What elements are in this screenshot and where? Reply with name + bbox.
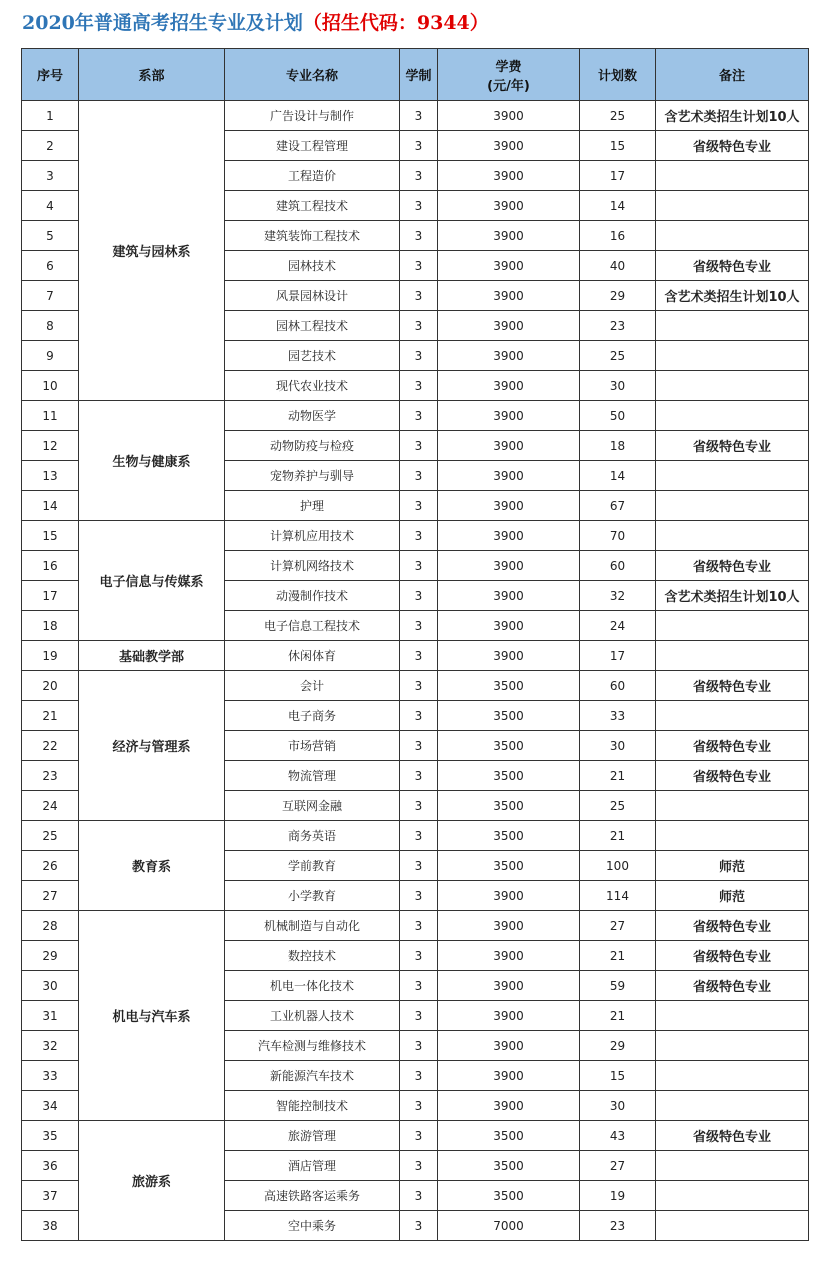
cell-major: 物流管理 [225, 761, 400, 791]
cell-no: 14 [22, 491, 79, 521]
cell-no: 36 [22, 1151, 79, 1181]
cell-no: 17 [22, 581, 79, 611]
table-row [22, 401, 809, 431]
cell-no: 19 [22, 641, 79, 671]
cell-no: 9 [22, 341, 79, 371]
cell-no: 1 [22, 101, 79, 131]
cell-years: 3 [400, 671, 438, 701]
cell-fee: 3900 [438, 461, 580, 491]
cell-years: 3 [400, 1211, 438, 1241]
cell-note: 省级特色专业 [656, 671, 809, 701]
cell-no: 30 [22, 971, 79, 1001]
table-row [22, 671, 809, 701]
cell-major: 智能控制技术 [225, 1091, 400, 1121]
cell-no: 20 [22, 671, 79, 701]
cell-dept: 旅游系 [79, 1121, 225, 1241]
cell-years: 3 [400, 731, 438, 761]
cell-major: 园林技术 [225, 251, 400, 281]
title-main: 2020年普通高考招生专业及计划 [22, 12, 303, 34]
cell-major: 现代农业技术 [225, 371, 400, 401]
table-row [22, 101, 809, 131]
cell-no: 13 [22, 461, 79, 491]
header-fee-line2: (元/年) [487, 78, 530, 94]
cell-fee: 3500 [438, 791, 580, 821]
cell-years: 3 [400, 101, 438, 131]
cell-no: 21 [22, 701, 79, 731]
cell-years: 3 [400, 371, 438, 401]
cell-fee: 3500 [438, 821, 580, 851]
cell-plan: 21 [580, 1001, 656, 1031]
cell-fee: 3900 [438, 941, 580, 971]
cell-dept: 经济与管理系 [79, 671, 225, 821]
cell-years: 3 [400, 881, 438, 911]
header-major: 专业名称 [225, 49, 400, 101]
header-dept: 系部 [79, 49, 225, 101]
table-body [22, 101, 809, 1241]
cell-fee: 3900 [438, 131, 580, 161]
header-years: 学制 [400, 49, 438, 101]
cell-no: 15 [22, 521, 79, 551]
cell-fee: 3500 [438, 851, 580, 881]
cell-fee: 3900 [438, 191, 580, 221]
cell-major: 休闲体育 [225, 641, 400, 671]
cell-fee: 3900 [438, 311, 580, 341]
cell-plan: 14 [580, 191, 656, 221]
cell-no: 34 [22, 1091, 79, 1121]
cell-fee: 3900 [438, 1061, 580, 1091]
cell-plan: 50 [580, 401, 656, 431]
cell-note [656, 341, 809, 371]
cell-years: 3 [400, 1091, 438, 1121]
cell-fee: 3900 [438, 371, 580, 401]
cell-plan: 43 [580, 1121, 656, 1151]
cell-years: 3 [400, 581, 438, 611]
cell-fee: 3900 [438, 491, 580, 521]
header-row [22, 49, 809, 101]
cell-no: 38 [22, 1211, 79, 1241]
cell-fee: 3900 [438, 161, 580, 191]
cell-plan: 114 [580, 881, 656, 911]
cell-major: 高速铁路客运乘务 [225, 1181, 400, 1211]
cell-plan: 67 [580, 491, 656, 521]
cell-fee: 3900 [438, 1031, 580, 1061]
cell-major: 机电一体化技术 [225, 971, 400, 1001]
cell-major: 市场营销 [225, 731, 400, 761]
cell-fee: 3900 [438, 281, 580, 311]
cell-note [656, 1211, 809, 1241]
cell-years: 3 [400, 611, 438, 641]
cell-plan: 100 [580, 851, 656, 881]
cell-no: 33 [22, 1061, 79, 1091]
cell-note [656, 611, 809, 641]
cell-no: 29 [22, 941, 79, 971]
cell-no: 8 [22, 311, 79, 341]
cell-plan: 25 [580, 101, 656, 131]
cell-fee: 3500 [438, 701, 580, 731]
cell-note: 省级特色专业 [656, 911, 809, 941]
cell-plan: 29 [580, 281, 656, 311]
cell-fee: 3900 [438, 881, 580, 911]
cell-note: 省级特色专业 [656, 971, 809, 1001]
cell-note [656, 1031, 809, 1061]
cell-plan: 30 [580, 731, 656, 761]
cell-years: 3 [400, 491, 438, 521]
cell-plan: 23 [580, 1211, 656, 1241]
cell-no: 24 [22, 791, 79, 821]
cell-major: 园艺技术 [225, 341, 400, 371]
cell-years: 3 [400, 131, 438, 161]
cell-no: 22 [22, 731, 79, 761]
cell-plan: 21 [580, 941, 656, 971]
cell-years: 3 [400, 641, 438, 671]
cell-no: 37 [22, 1181, 79, 1211]
cell-note [656, 701, 809, 731]
header-no: 序号 [22, 49, 79, 101]
cell-years: 3 [400, 791, 438, 821]
cell-plan: 25 [580, 791, 656, 821]
table-row [22, 821, 809, 851]
cell-plan: 30 [580, 1091, 656, 1121]
cell-plan: 70 [580, 521, 656, 551]
cell-note [656, 1091, 809, 1121]
cell-dept: 教育系 [79, 821, 225, 911]
cell-note [656, 191, 809, 221]
cell-fee: 3900 [438, 401, 580, 431]
cell-fee: 3900 [438, 1001, 580, 1031]
cell-no: 25 [22, 821, 79, 851]
cell-note: 省级特色专业 [656, 431, 809, 461]
cell-no: 4 [22, 191, 79, 221]
enrollment-code: （招生代码：9344） [302, 12, 489, 34]
cell-note [656, 1151, 809, 1181]
cell-fee: 3900 [438, 611, 580, 641]
cell-plan: 27 [580, 1151, 656, 1181]
cell-plan: 30 [580, 371, 656, 401]
cell-no: 32 [22, 1031, 79, 1061]
cell-plan: 24 [580, 611, 656, 641]
cell-dept: 机电与汽车系 [79, 911, 225, 1121]
cell-major: 空中乘务 [225, 1211, 400, 1241]
cell-major: 建设工程管理 [225, 131, 400, 161]
cell-years: 3 [400, 281, 438, 311]
cell-no: 18 [22, 611, 79, 641]
cell-plan: 27 [580, 911, 656, 941]
cell-plan: 14 [580, 461, 656, 491]
cell-note: 师范 [656, 881, 809, 911]
cell-fee: 3900 [438, 971, 580, 1001]
cell-note [656, 1061, 809, 1091]
cell-years: 3 [400, 1181, 438, 1211]
cell-plan: 25 [580, 341, 656, 371]
cell-note [656, 461, 809, 491]
cell-plan: 32 [580, 581, 656, 611]
cell-note: 省级特色专业 [656, 761, 809, 791]
cell-major: 电子商务 [225, 701, 400, 731]
cell-years: 3 [400, 1121, 438, 1151]
cell-years: 3 [400, 251, 438, 281]
cell-fee: 3500 [438, 1151, 580, 1181]
cell-plan: 60 [580, 671, 656, 701]
cell-major: 动物防疫与检疫 [225, 431, 400, 461]
cell-years: 3 [400, 311, 438, 341]
header-note: 备注 [656, 49, 809, 101]
cell-fee: 3900 [438, 581, 580, 611]
table-row [22, 641, 809, 671]
cell-dept: 电子信息与传媒系 [79, 521, 225, 641]
cell-years: 3 [400, 1151, 438, 1181]
cell-years: 3 [400, 971, 438, 1001]
cell-plan: 60 [580, 551, 656, 581]
cell-plan: 15 [580, 131, 656, 161]
cell-note [656, 311, 809, 341]
cell-fee: 3500 [438, 1121, 580, 1151]
cell-no: 31 [22, 1001, 79, 1031]
cell-years: 3 [400, 551, 438, 581]
table-row [22, 521, 809, 551]
cell-fee: 7000 [438, 1211, 580, 1241]
cell-note: 省级特色专业 [656, 131, 809, 161]
cell-note: 省级特色专业 [656, 941, 809, 971]
cell-years: 3 [400, 911, 438, 941]
cell-no: 7 [22, 281, 79, 311]
cell-no: 6 [22, 251, 79, 281]
cell-major: 工业机器人技术 [225, 1001, 400, 1031]
cell-note [656, 161, 809, 191]
cell-fee: 3500 [438, 671, 580, 701]
cell-note: 师范 [656, 851, 809, 881]
cell-note: 省级特色专业 [656, 551, 809, 581]
cell-years: 3 [400, 461, 438, 491]
cell-fee: 3900 [438, 431, 580, 461]
cell-major: 计算机网络技术 [225, 551, 400, 581]
cell-major: 电子信息工程技术 [225, 611, 400, 641]
cell-no: 2 [22, 131, 79, 161]
cell-plan: 59 [580, 971, 656, 1001]
cell-major: 动漫制作技术 [225, 581, 400, 611]
cell-plan: 23 [580, 311, 656, 341]
table-row [22, 911, 809, 941]
cell-note: 含艺术类招生计划10人 [656, 101, 809, 131]
cell-major: 汽车检测与维修技术 [225, 1031, 400, 1061]
cell-fee: 3900 [438, 641, 580, 671]
cell-major: 新能源汽车技术 [225, 1061, 400, 1091]
header-plan: 计划数 [580, 49, 656, 101]
cell-years: 3 [400, 221, 438, 251]
cell-no: 27 [22, 881, 79, 911]
header-fee-line1: 学费 [495, 59, 522, 75]
cell-no: 12 [22, 431, 79, 461]
cell-fee: 3900 [438, 251, 580, 281]
cell-note [656, 221, 809, 251]
cell-years: 3 [400, 761, 438, 791]
cell-plan: 40 [580, 251, 656, 281]
cell-note [656, 1181, 809, 1211]
cell-no: 3 [22, 161, 79, 191]
cell-note [656, 401, 809, 431]
cell-major: 建筑装饰工程技术 [225, 221, 400, 251]
cell-years: 3 [400, 401, 438, 431]
cell-major: 数控技术 [225, 941, 400, 971]
cell-plan: 17 [580, 641, 656, 671]
cell-no: 28 [22, 911, 79, 941]
cell-fee: 3900 [438, 911, 580, 941]
cell-major: 护理 [225, 491, 400, 521]
cell-major: 会计 [225, 671, 400, 701]
cell-fee: 3900 [438, 521, 580, 551]
cell-note: 省级特色专业 [656, 1121, 809, 1151]
cell-years: 3 [400, 521, 438, 551]
cell-note [656, 791, 809, 821]
cell-note [656, 491, 809, 521]
cell-years: 3 [400, 1001, 438, 1031]
cell-major: 工程造价 [225, 161, 400, 191]
cell-major: 风景园林设计 [225, 281, 400, 311]
cell-plan: 29 [580, 1031, 656, 1061]
cell-note [656, 371, 809, 401]
cell-fee: 3900 [438, 101, 580, 131]
cell-years: 3 [400, 941, 438, 971]
cell-dept: 基础教学部 [79, 641, 225, 671]
cell-fee: 3900 [438, 221, 580, 251]
cell-major: 小学教育 [225, 881, 400, 911]
cell-note [656, 1001, 809, 1031]
cell-dept: 生物与健康系 [79, 401, 225, 521]
page-title [22, 8, 489, 38]
cell-plan: 16 [580, 221, 656, 251]
cell-no: 11 [22, 401, 79, 431]
cell-major: 广告设计与制作 [225, 101, 400, 131]
cell-note [656, 641, 809, 671]
cell-fee: 3900 [438, 551, 580, 581]
cell-plan: 21 [580, 821, 656, 851]
cell-major: 旅游管理 [225, 1121, 400, 1151]
cell-plan: 33 [580, 701, 656, 731]
cell-no: 26 [22, 851, 79, 881]
cell-years: 3 [400, 1061, 438, 1091]
cell-years: 3 [400, 851, 438, 881]
cell-fee: 3500 [438, 761, 580, 791]
cell-fee: 3900 [438, 1091, 580, 1121]
cell-major: 互联网金融 [225, 791, 400, 821]
cell-plan: 18 [580, 431, 656, 461]
cell-note: 省级特色专业 [656, 731, 809, 761]
cell-major: 机械制造与自动化 [225, 911, 400, 941]
cell-major: 商务英语 [225, 821, 400, 851]
cell-plan: 17 [580, 161, 656, 191]
cell-years: 3 [400, 161, 438, 191]
cell-no: 5 [22, 221, 79, 251]
cell-years: 3 [400, 821, 438, 851]
cell-years: 3 [400, 431, 438, 461]
cell-years: 3 [400, 341, 438, 371]
cell-years: 3 [400, 701, 438, 731]
table-row [22, 1121, 809, 1151]
cell-plan: 21 [580, 761, 656, 791]
cell-plan: 19 [580, 1181, 656, 1211]
cell-no: 10 [22, 371, 79, 401]
cell-major: 宠物养护与驯导 [225, 461, 400, 491]
cell-major: 学前教育 [225, 851, 400, 881]
cell-note: 含艺术类招生计划10人 [656, 581, 809, 611]
cell-major: 园林工程技术 [225, 311, 400, 341]
cell-no: 35 [22, 1121, 79, 1151]
enrollment-plan-table [21, 48, 809, 1241]
header-fee [438, 49, 580, 101]
cell-no: 16 [22, 551, 79, 581]
cell-fee: 3900 [438, 341, 580, 371]
cell-dept: 建筑与园林系 [79, 101, 225, 401]
cell-note: 含艺术类招生计划10人 [656, 281, 809, 311]
cell-major: 动物医学 [225, 401, 400, 431]
cell-note [656, 521, 809, 551]
cell-years: 3 [400, 191, 438, 221]
cell-major: 酒店管理 [225, 1151, 400, 1181]
cell-years: 3 [400, 1031, 438, 1061]
cell-note: 省级特色专业 [656, 251, 809, 281]
cell-plan: 15 [580, 1061, 656, 1091]
cell-no: 23 [22, 761, 79, 791]
cell-fee: 3500 [438, 731, 580, 761]
cell-fee: 3500 [438, 1181, 580, 1211]
cell-note [656, 821, 809, 851]
cell-major: 建筑工程技术 [225, 191, 400, 221]
cell-major: 计算机应用技术 [225, 521, 400, 551]
